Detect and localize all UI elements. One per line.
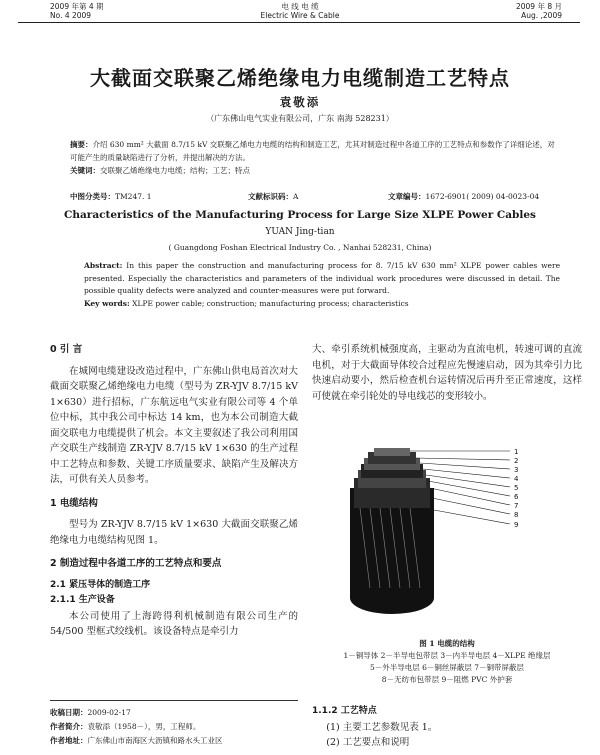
keywords-en-text: XLPE power cable; construction; manufacturing process; characteristics — [132, 298, 409, 308]
header-rule — [18, 22, 580, 23]
author-en: YUAN Jing-tian — [265, 227, 335, 237]
section-1-heading: 1 电缆结构 — [50, 497, 98, 509]
header-issue-en: No. 4 2009 — [50, 11, 92, 20]
intro-paragraph: 在城网电缆建设改造过程中，广东佛山供电局首次对大截面交联聚乙烯绝缘电力电缆（型号为 ZR-YJV 8.7/15 kV 1×630）进行招标，广东航远电气实业有限公司等 4 个单位中标，其中我公司中标达 14 km，也为本公司制造大截面交联电力电缆提供了机会。本文主要叙述了我公司利用国产交联生产线制造 ZR-YJV 8.7/15 kV 1×630 的生产过程中工艺特点和参数、关键工序质量要求、缺陷产生及解决方法，可供有关人员参考。 — [50, 365, 298, 485]
paper-title-en: Characteristics of the Manufacturing Process for Large Size XLPE Power Cables — [64, 209, 536, 221]
abstract-cn-label: 摘要： — [70, 140, 93, 149]
footnote-received: 收稿日期：2009-02-17 — [50, 708, 131, 717]
fig-label-5: 5 — [514, 484, 519, 492]
fig-label-9: 9 — [514, 521, 519, 529]
header-journal-cn: 电 线 电 缆 — [281, 2, 319, 11]
header-date-en: Aug. ,2009 — [521, 11, 562, 20]
left-column — [50, 342, 298, 640]
fig-label-2: 2 — [514, 457, 519, 465]
keywords-en-label: Key words: — [84, 298, 130, 308]
figure-legend-1: 1－铜导体 2－半导电包带层 3－内半导电层 4－XLPE 绝缘层 — [343, 651, 551, 660]
fig-label-1: 1 — [514, 448, 519, 456]
fig-label-8: 8 — [514, 511, 519, 519]
structure-paragraph: 型号为 ZR-YJV 8.7/15 kV 1×630 大截面交联聚乙烯绝缘电力电缆结构见图 1。 — [50, 519, 298, 546]
footnote-rule — [50, 700, 298, 701]
cable-end-face — [350, 582, 434, 614]
abstract-cn-text: 介绍 630 mm² 大截面 8.7/15 kV 交联聚乙烯电力电缆的结构和制造工艺，尤其对制造过程中各道工序的工艺特点和参数作了详细论述，对可能产生的质量缺陷进行了分析，并提出解决的方法。 — [70, 140, 555, 162]
article-number: 文章编号：1672-6901( 2009) 04-0023-04 — [388, 192, 540, 201]
right-column-bottom — [312, 704, 582, 751]
abstract-en-text: In this paper the construction and manufacturing process for 8. 7/15 kV 630 mm² XLPE power cables were presented. Especially the characteristics and parameters of the individual work procedures were discussed in detail. The possible quality defects were analyzed and counter-measures were put forward. — [84, 261, 561, 295]
header-right — [470, 2, 562, 20]
abstract-en — [84, 260, 560, 310]
footnote-bio: 作者简介：袁敬添（1958－），男，工程师。 — [50, 722, 201, 731]
fig-label-7: 7 — [514, 502, 519, 510]
keywords-cn-label: 关键词： — [70, 166, 100, 175]
section-1-1-2-heading: 1.1.2 工艺特点 — [312, 706, 377, 716]
section-2-1-heading: 2.1 紧压导体的制造工序 — [50, 579, 151, 590]
section-2-heading: 2 制造过程中各道工序的工艺特点和要点 — [50, 558, 222, 569]
header-issue-cn: 2009 年第 4 期 — [50, 2, 104, 11]
abstract-en-label: Abstract: — [84, 261, 123, 270]
list-item-2: (2) 工艺要点和说明 — [326, 737, 410, 748]
header-journal-en: Electric Wire & Cable — [260, 11, 340, 20]
section-2-1-1-heading: 2.1.1 生产设备 — [50, 595, 115, 605]
header-date-cn: 2009 年 8 月 — [515, 2, 562, 11]
figure-title: 图 1 电缆的结构 — [419, 639, 475, 648]
header-center — [230, 2, 370, 20]
affiliation-en: ( Guangdong Foshan Electrical Industry Co. , Nanhai 528231, China) — [168, 243, 432, 252]
clc-number: 中图分类号：TM247. 1 — [70, 192, 152, 201]
fig-label-4: 4 — [514, 475, 519, 483]
traction-paragraph: 大、牵引系统机械强度高，主驱动为直流电机，转速可调的直流电机，对于大截面导体绞合过程应先慢速启动，因为其牵引力比快速启动要小，然后检查机台运转情况后再升至正常速度，这样可使就在牵引轮处的导电线芯的变形较小。 — [312, 344, 582, 402]
header-left — [50, 2, 104, 20]
figure-legend-2: 5－外半导电层 6－铜丝屏蔽层 7－铜带屏蔽层 — [369, 663, 525, 672]
fig-label-3: 3 — [514, 466, 519, 474]
figure-caption — [312, 638, 582, 686]
list-item-1: (1) 主要工艺参数见表 1。 — [326, 721, 438, 733]
document-code: 文献标识码：A — [248, 192, 299, 201]
equipment-paragraph: 本公司使用了上海跨得利机械制造有限公司生产的 54/500 型框式绞线机。该设备特点是牵引力 — [50, 610, 298, 637]
cable-conductor — [374, 448, 410, 456]
author-cn: 袁敬添 — [279, 95, 321, 109]
paper-title-cn: 大截面交联聚乙烯绝缘电力电缆制造工艺特点 — [90, 66, 510, 90]
abstract-cn — [70, 138, 560, 177]
cable-structure-figure — [330, 448, 550, 628]
fig-label-6: 6 — [514, 493, 519, 501]
section-0-heading: 0 引 言 — [50, 344, 83, 355]
footnote-address: 作者地址：广东佛山市南海区大沥镇和路水头工业区 — [50, 736, 223, 745]
keywords-cn-text: 交联聚乙烯绝缘电力电缆；结构；工艺；特点 — [100, 166, 250, 175]
affiliation-cn: （广东佛山电气实业有限公司，广东 南海 528231） — [206, 114, 394, 123]
figure-legend-3: 8－无纺布包带层 9－阻燃 PVC 外护套 — [381, 675, 513, 684]
right-column-top — [312, 342, 582, 404]
